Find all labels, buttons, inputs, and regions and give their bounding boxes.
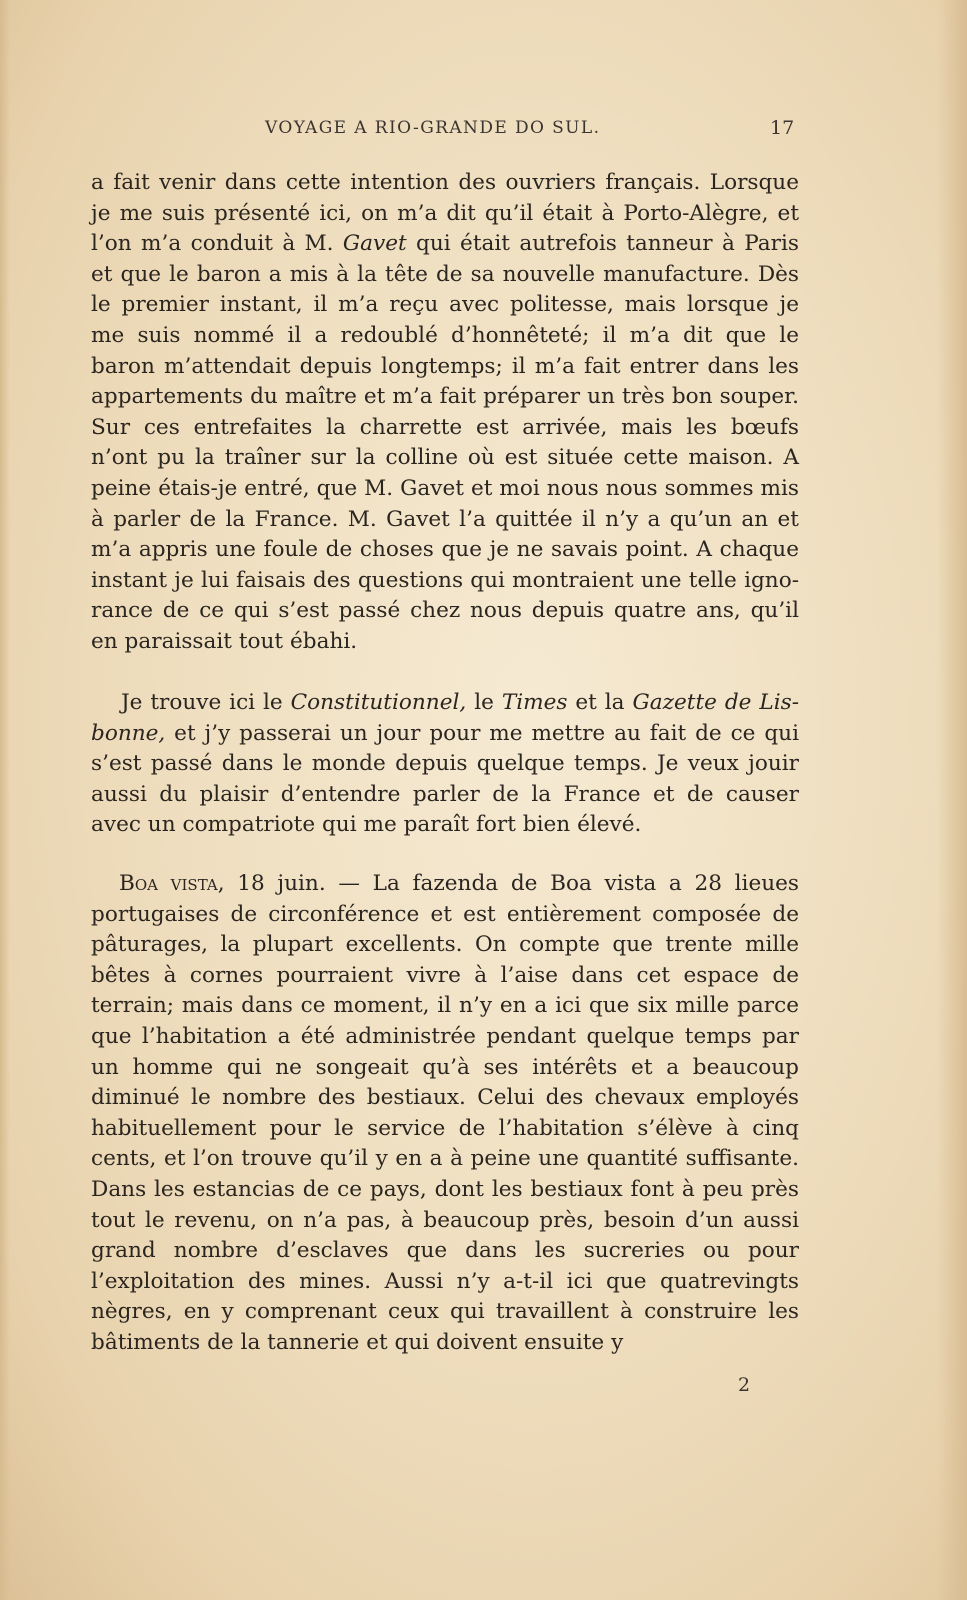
italic-title-constitutionnel: Constitutionnel, xyxy=(290,690,467,715)
paragraph-text: le xyxy=(466,690,502,715)
italic-title-times: Times xyxy=(501,690,568,715)
paragraph-text: et j’y passerai un jour pour me mettre au fait de ce qui s’est passé dans le monde depuis quelque temps. Je veux jouir aussi du plaisir d’entendre parler de la France et de causer avec un compatriote qui me paraît fort bien élevé. xyxy=(91,720,799,838)
italic-name-gavet: Gavet xyxy=(342,231,407,257)
paragraph-boa-vista xyxy=(91,869,799,1359)
paragraph-newspapers xyxy=(91,688,799,841)
signature-mark: 2 xyxy=(738,1374,751,1396)
entry-place: Boa vista, xyxy=(119,871,225,896)
running-title: VOYAGE A RIO-GRANDE DO SUL. xyxy=(265,118,601,138)
paragraph-text: et la xyxy=(567,690,633,715)
paragraph-gavet-meeting xyxy=(91,168,799,658)
entry-date: 18 juin. — xyxy=(224,871,373,896)
paragraph-text: Je trouve ici le xyxy=(121,690,291,715)
page-edge-shadow-left xyxy=(0,0,10,1600)
page-number: 17 xyxy=(770,117,795,139)
paragraph-text: a fait venir dans cette intention des ouvriers français. Lorsque je me suis présenté ici, on m’a dit qu’il était à Porto-Alègre, et l’on m’a conduit à M. xyxy=(91,170,799,257)
page-edge-shadow-right xyxy=(937,0,967,1600)
italic-title-gazette: Gazette de Lisbonne, xyxy=(91,690,799,746)
paragraph-text: La fazenda de Boa vista a 28 lieues portugaises de circonférence et est entièrement composée de pâturages, la plupart excellents. On compte que trente mille bêtes à cornes pourraient vivre à l’aise dans cet espace de terrain; mais dans ce moment, il n’y en a ici que six mille parce que l’habitation a été administrée pendant quelque temps par un homme qui ne songeait qu’à ses intérêts et a beaucoup diminué le nombre des bestiaux. Celui des chevaux employés habituellement pour le service de l’habitation s’élève à cinq cents, et l’on trouve qu’il y en a à peine une quantité suffisante. Dans les estancias de ce pays, dont les bestiaux font à peu près tout le revenu, on n’a pas, à beaucoup près, besoin d’un aussi grand nombre d’esclaves que dans les sucreries ou pour l’exploitation des mines. Aussi n’y a-t-il ici que quatrevingts nègres, en y comprenant ceux qui travaillent à construire les bâtiments de la tannerie et qui doivent ensuite y xyxy=(91,871,799,1355)
paragraph-text: qui était autrefois tanneur à Paris et que le baron a mis à la tête de sa nouvelle manufacture. Dès le premier instant, il m’a reçu avec politesse, mais lorsque je me suis nommé il a redoublé d’honnêteté; il m’a dit que le baron m’attendait depuis longtemps; il m’a fait entrer dans les appartements du maître et m’a fait préparer un très bon souper. Sur ces entrefaites la charrette est arrivée, mais les bœufs n’ont pu la traîner sur la colline où est située cette maison. A peine étais-je entré, que M. Gavet et moi nous nous sommes mis à parler de la France. M. Gavet l’a quittée il n’y a qu’un an et m’a appris une foule de choses que je ne savais point. A chaque instant je lui faisais des questions qui montraient une telle ignorance de ce qui s’est passé chez nous depuis quatre ans, qu’il en paraissait tout ébahi. xyxy=(91,231,799,654)
